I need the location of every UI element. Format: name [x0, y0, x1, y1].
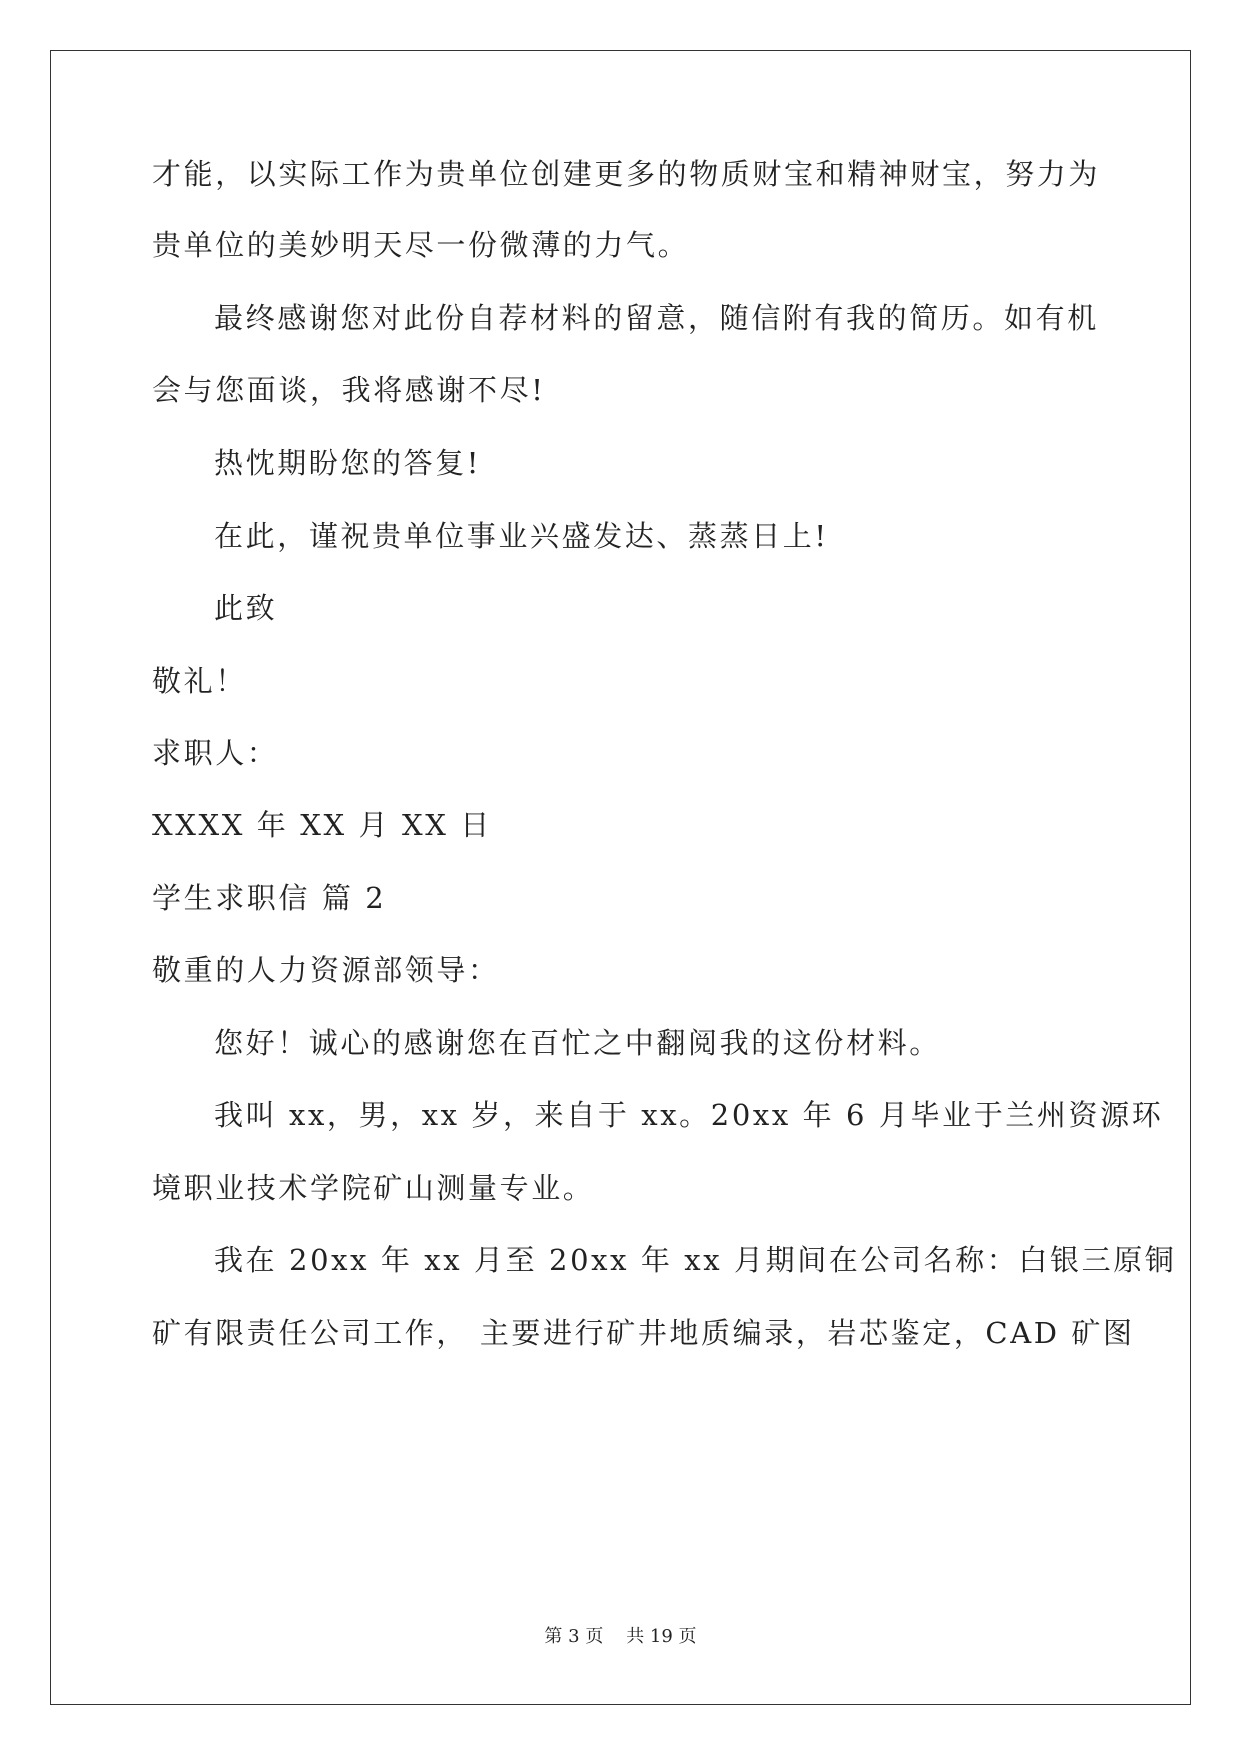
text-line-5: 热忱期盼您的答复!	[214, 446, 482, 480]
page-number-footer: 第 3 页 共 19 页	[544, 1626, 697, 1647]
text-line-9: 求职人：	[152, 736, 279, 770]
text-line-16: 我在 20xx 年 xx 月至 20xx 年 xx 月期间在公司名称：白银三原铜	[214, 1243, 1177, 1277]
text-line-4: 会与您面谈，我将感谢不尽!	[152, 373, 546, 407]
text-line-14: 我叫 xx，男，xx 岁，来自于 xx。20xx 年 6 月毕业于兰州资源环	[214, 1098, 1164, 1132]
text-line-2: 贵单位的美妙明天尽一份微薄的力气。	[152, 228, 690, 262]
text-line-6: 在此，谨祝贵单位事业兴盛发达、蒸蒸日上!	[214, 519, 829, 553]
text-line-1: 才能，以实际工作为贵单位创建更多的物质财宝和精神财宝，努力为	[152, 157, 1101, 191]
text-line-10: XXXX 年 XX 月 XX 日	[152, 808, 492, 842]
text-line-13: 您好！诚心的感谢您在百忙之中翻阅我的这份材料。	[214, 1026, 941, 1060]
text-line-8: 敬礼！	[152, 664, 247, 698]
section-heading: 学生求职信 篇 2	[152, 881, 387, 915]
text-line-7: 此致	[214, 591, 278, 625]
text-line-17: 矿有限责任公司工作， 主要进行矿井地质编录，岩芯鉴定，CAD 矿图	[152, 1316, 1135, 1350]
text-line-3: 最终感谢您对此份自荐材料的留意，随信附有我的简历。如有机	[214, 301, 1099, 335]
text-line-15: 境职业技术学院矿山测量专业。	[152, 1171, 595, 1205]
salutation: 敬重的人力资源部领导：	[152, 953, 500, 987]
